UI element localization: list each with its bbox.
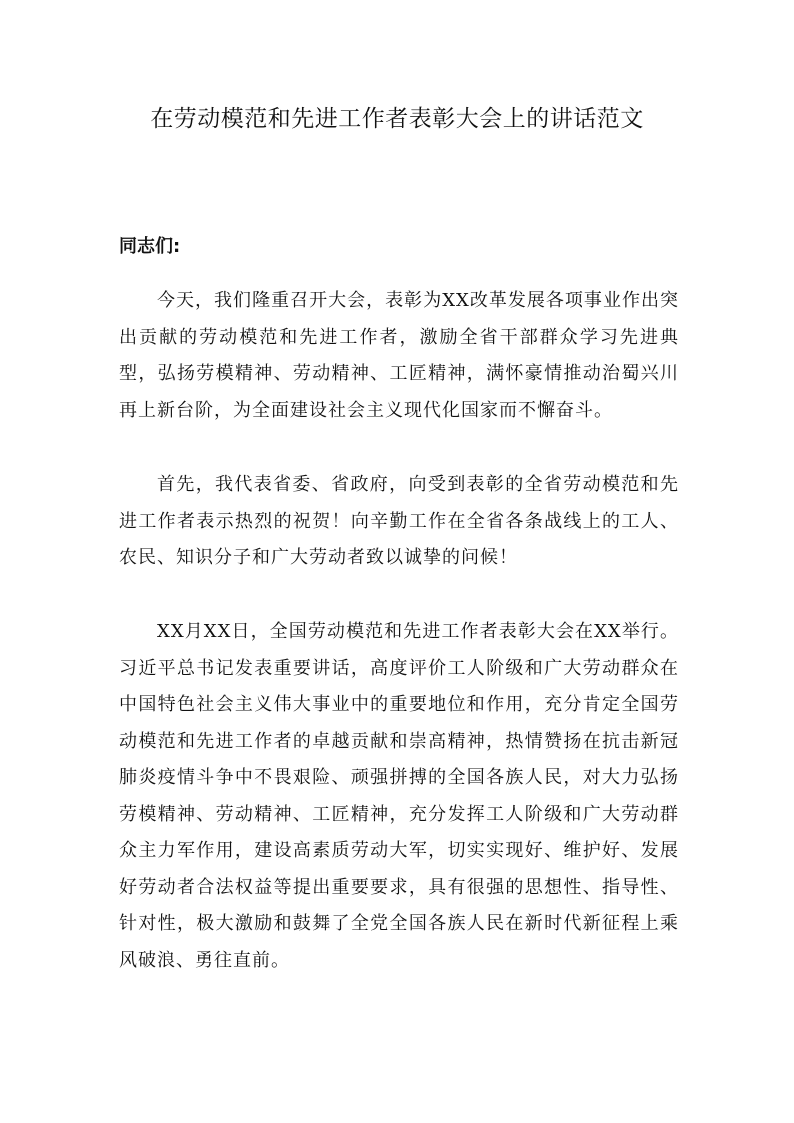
document-title: 在劳动模范和先进工作者表彰大会上的讲话范文 (150, 106, 644, 132)
paragraph-1: 今天，我们隆重召开大会，表彰为XX改革发展各项事业作出突出贡献的劳动模范和先进工作者，激励全省干部群众学习先进典型，弘扬劳模精神、劳动精神、工匠精神，满怀豪情推动治蜀兴川再上新台阶，为全面建设社会主义现代化国家而不懈奋斗。 (119, 290, 679, 421)
paragraph-2: 首先，我代表省委、省政府，向受到表彰的全省劳动模范和先进工作者表示热烈的祝贺！向辛勤工作在全省各条战线上的工人、农民、知识分子和广大劳动者致以诚挚的问候！ (119, 474, 679, 568)
salutation: 同志们: (119, 236, 181, 257)
paragraph-3: XX月XX日，全国劳动模范和先进工作者表彰大会在XX举行。习近平总书记发表重要讲话，高度评价工人阶级和广大劳动群众在中国特色社会主义伟大事业中的重要地位和作用，充分肯定全国劳动模范和先进工作者的卓越贡献和崇高精神，热情赞扬在抗击新冠肺炎疫情斗争中不畏艰险、顽强拼搏的全国各族人民，对大力弘扬劳模精神、劳动精神、工匠精神，充分发挥工人阶级和广大劳动群众主力军作用，建设高素质劳动大军，切实实现好、维护好、发展好劳动者合法权益等提出重要要求，具有很强的思想性、指导性、针对性，极大激励和鼓舞了全党全国各族人民在新时代新征程上乘风破浪、勇往直前。 (119, 621, 679, 971)
